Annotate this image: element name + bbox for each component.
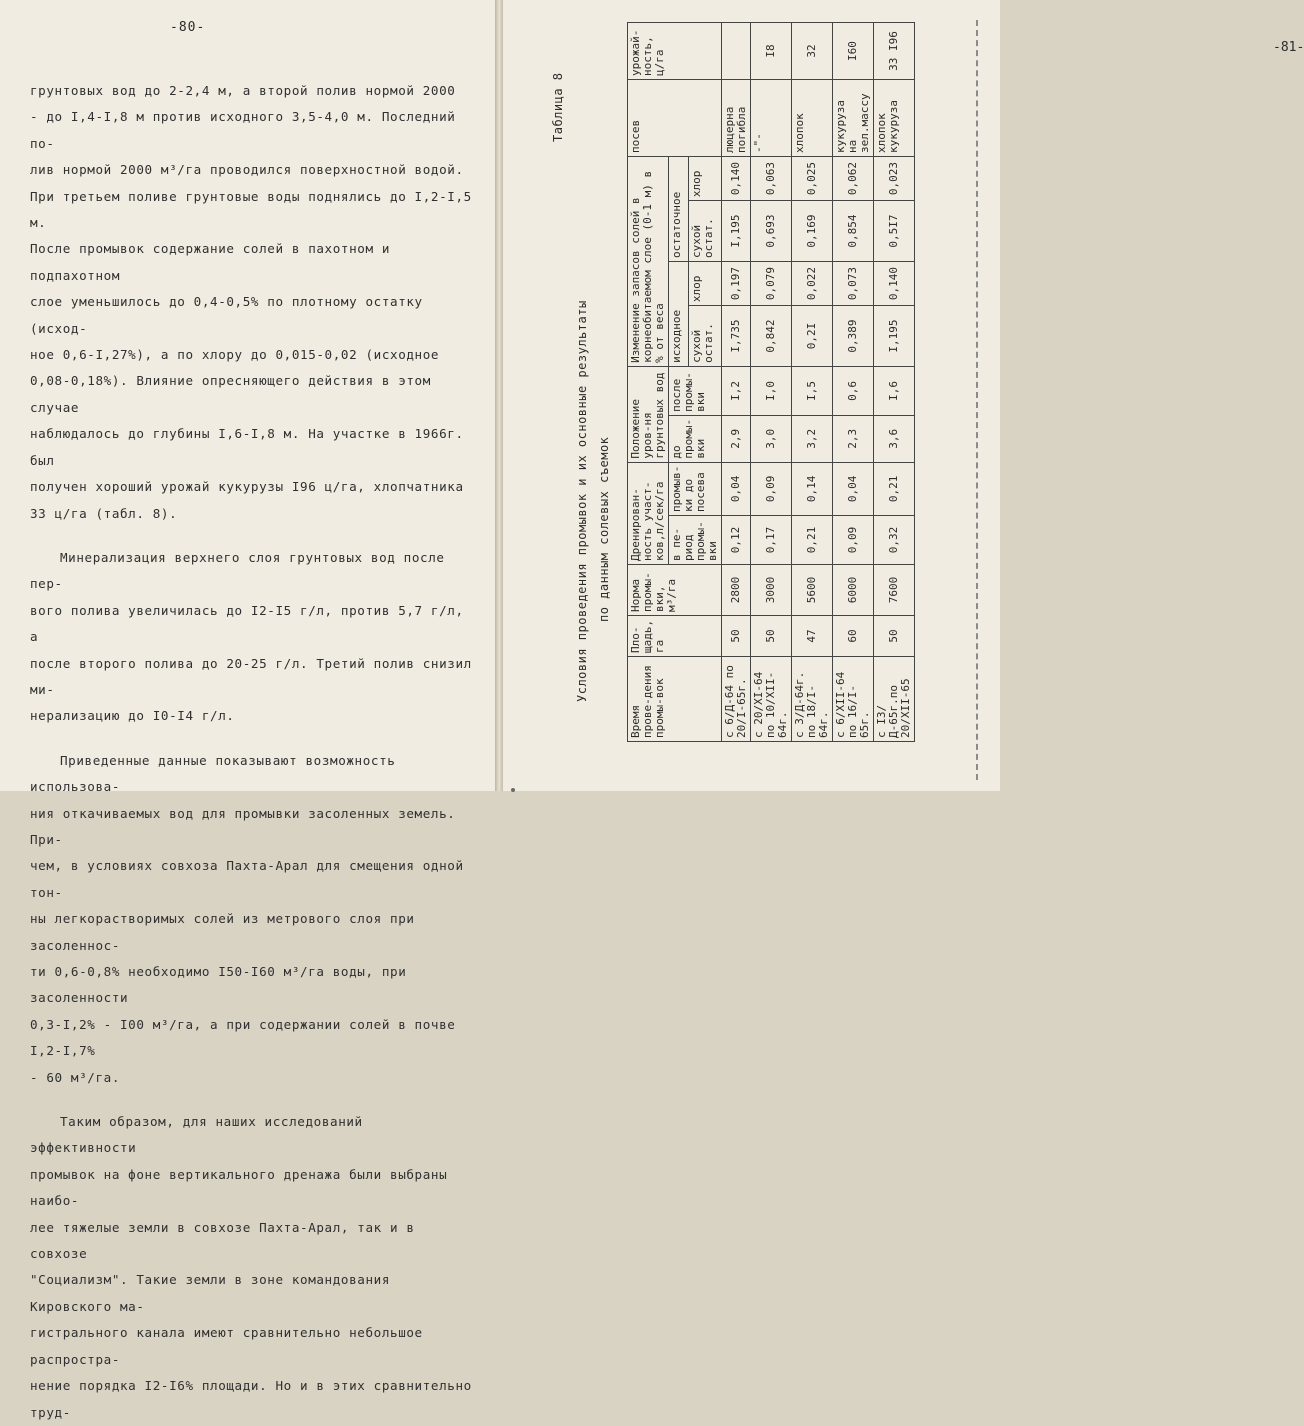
text-line: При третьем поливе грунтовые воды поднялись до I,2-I,5 м.: [30, 188, 472, 231]
cell-initial-dry: I,735: [722, 306, 751, 367]
cell-time: с 20/XI-64 по 10/XII-64г.: [751, 657, 792, 742]
text-line: вого полива увеличилась до I2-I5 г/л, против 5,7 г/л, а: [30, 602, 464, 645]
cell-time: с 3/Д-64г. по 18/I-64г.: [792, 657, 833, 742]
cell-drain-period: 0,32: [874, 516, 915, 565]
header-area: Пло-щадь, га: [628, 616, 722, 657]
table-row: [792, 23, 833, 742]
cell-residual-dry: I,195: [722, 201, 751, 262]
header-salts: Изменение запасов солей в корнеобитаемом слое (0-1 м) в % от веса: [628, 157, 669, 367]
text-line: После промывок содержание солей в пахотном и подпахотном: [30, 241, 391, 283]
cell-yield: 32: [792, 23, 833, 80]
book-gutter: [495, 0, 503, 791]
cell-gw-before: 2,3: [833, 415, 874, 462]
cell-gw-after: I,0: [751, 366, 792, 415]
text-line: - до I,4-I,8 м против исходного 3,5-4,0 м. Последний по-: [30, 109, 456, 151]
text-line: "Социализм". Такие земли в зоне командования Кировского ма-: [30, 1272, 391, 1314]
cell-crop: люцерна погибла: [722, 80, 751, 157]
header-initial: исходное: [669, 261, 689, 366]
cell-drain-period: 0,12: [722, 516, 751, 565]
cell-area: 50: [751, 616, 792, 657]
header-gw-after: после промы-вки: [669, 366, 722, 415]
text-line: грунтовых вод до 2-2,4 м, а второй полив нормой 2000: [30, 83, 456, 98]
cell-drain-period: 0,17: [751, 516, 792, 565]
cell-initial-cl: 0,197: [722, 261, 751, 305]
cell-area: 60: [833, 616, 874, 657]
text-line: чем, в условиях совхоза Пахта-Арал для смещения одной тон-: [30, 858, 464, 900]
text-line: промывок на фоне вертикального дренажа были выбраны наибо-: [30, 1166, 448, 1209]
cell-initial-cl: 0,073: [833, 261, 874, 305]
cell-yield: 33 I96: [874, 23, 915, 80]
text-line: лее тяжелые земли в совхозе Пахта-Арал, так и в совхозе: [30, 1219, 415, 1262]
cell-crop: хлопок кукуруза: [874, 80, 915, 157]
header-dry-2: сухой остат.: [688, 201, 721, 262]
cell-crop: кукуруза на зел.массу: [833, 80, 874, 157]
cell-residual-dry: 0,693: [751, 201, 792, 262]
header-dry-1: сухой остат.: [688, 306, 721, 367]
cell-gw-after: I,6: [874, 366, 915, 415]
header-yield: урожай-ность, ц/га: [628, 23, 722, 80]
header-drainage: Дренирован-ность участ-ков,л/сек/га: [628, 462, 669, 564]
cell-residual-cl: 0,025: [792, 157, 833, 201]
cell-yield: I8: [751, 23, 792, 80]
text-line: получен хороший урожай кукурузы I96 ц/га, хлопчатника: [30, 479, 464, 495]
cell-time: с 6/XII-64 по 16/I-65г.: [833, 657, 874, 742]
table-row: [833, 23, 874, 742]
header-norm: Норма промы-вки, м³/га: [628, 565, 722, 616]
cell-initial-dry: I,195: [874, 306, 915, 367]
text-line: после второго полива до 20-25 г/л. Третий полив снизил ми-: [30, 655, 472, 697]
cell-initial-cl: 0,079: [751, 261, 792, 305]
table-subtitle: по данным солевых съемок: [597, 436, 611, 622]
text-line: 0,08-0,18%). Влияние опресняющего действия в этом случае: [30, 373, 431, 415]
cell-gw-before: 2,9: [722, 415, 751, 462]
cell-area: 47: [792, 616, 833, 657]
header-groundwater: Положение уров-ня грунтовых вод: [628, 366, 669, 462]
cell-initial-cl: 0,140: [874, 261, 915, 305]
text-line: - 60 м³/га.: [30, 1069, 121, 1085]
table-title: Условия проведения промывок и их основные результаты: [575, 300, 589, 702]
text-line: 0,3-I,2% - I00 м³/га, а при содержании солей в почве I,2-I,7%: [30, 1016, 456, 1059]
cell-residual-dry: 0,5I7: [874, 201, 915, 262]
cell-yield: [722, 23, 751, 80]
header-crop: посев: [628, 80, 722, 157]
cell-drain-period: 0,21: [792, 516, 833, 565]
cell-initial-dry: 0,2I: [792, 306, 833, 367]
cell-drain-period: 0,09: [833, 516, 874, 565]
cell-drain-before: 0,04: [833, 462, 874, 515]
text-line: Минерализация верхнего слоя грунтовых вод после пер-: [30, 549, 445, 592]
cell-residual-cl: 0,140: [722, 157, 751, 201]
cell-gw-before: 3,2: [792, 415, 833, 462]
cell-norm: 5600: [792, 565, 833, 616]
text-line: ное 0,6-I,27%), а по хлору до 0,015-0,02 (исходное: [30, 347, 440, 363]
text-line: нение порядка I2-I6% площади. Но и в этих сравнительно труд-: [30, 1378, 472, 1420]
text-line: Таким образом, для наших исследований эффективности: [30, 1114, 363, 1156]
left-page-text: [30, 78, 475, 1426]
cell-drain-before: 0,21: [874, 462, 915, 515]
cell-area: 50: [874, 616, 915, 657]
text-line: 33 ц/га (табл. 8).: [30, 505, 178, 521]
text-line: лив нормой 2000 м³/га проводился поверхностной водой.: [30, 162, 464, 178]
text-line: нерализацию до I0-I4 г/л.: [30, 708, 235, 724]
cell-norm: 2800: [722, 565, 751, 616]
binding-hole: [511, 788, 515, 792]
cell-yield: I60: [833, 23, 874, 80]
cell-residual-cl: 0,063: [751, 157, 792, 201]
cell-initial-dry: 0,389: [833, 306, 874, 367]
cell-crop: хлопок: [792, 80, 833, 157]
cell-residual-dry: 0,854: [833, 201, 874, 262]
text-line: ны легкорастворимых солей из метрового слоя при засоленнос-: [30, 911, 415, 953]
text-line: наблюдалось до глубины I,6-I,8 м. На участке в 1966г. был: [30, 426, 464, 468]
table-row: [874, 23, 915, 742]
left-page: [0, 0, 495, 1420]
cell-residual-dry: 0,169: [792, 201, 833, 262]
cell-crop: -"-: [751, 80, 792, 157]
right-page: [503, 0, 1304, 791]
cell-drain-before: 0,09: [751, 462, 792, 515]
text-line: гистрального канала имеют сравнительно небольшое распростра-: [30, 1325, 423, 1367]
text-line: Приведенные данные показывают возможность использова-: [30, 752, 396, 795]
cell-drain-before: 0,04: [722, 462, 751, 515]
text-line: слое уменьшилось до 0,4-0,5% по плотному остатку (исход-: [30, 294, 423, 336]
left-page-number: -80-: [170, 20, 206, 35]
cell-gw-after: I,2: [722, 366, 751, 415]
rotated-table-content: [551, 22, 967, 742]
perforation-line: [976, 20, 978, 780]
results-table: [627, 22, 915, 742]
cell-gw-after: 0,6: [833, 366, 874, 415]
cell-norm: 3000: [751, 565, 792, 616]
header-drain-period: в пе-риод промы-вки: [669, 516, 722, 565]
text-line: ния откачиваемых вод для промывки засоленных земель. При-: [30, 805, 456, 847]
cell-residual-cl: 0,062: [833, 157, 874, 201]
header-drain-before: промыв-ки до посева: [669, 462, 722, 515]
table-row: [722, 23, 751, 742]
table-label: Таблица 8: [551, 72, 565, 142]
cell-norm: 6000: [833, 565, 874, 616]
header-gw-before: до промы-вки: [669, 415, 722, 462]
header-cl-1: хлор: [688, 261, 721, 305]
table-row: [751, 23, 792, 742]
right-page-number: -81-: [1273, 40, 1304, 55]
cell-residual-cl: 0,023: [874, 157, 915, 201]
cell-gw-before: 3,6: [874, 415, 915, 462]
cell-norm: 7600: [874, 565, 915, 616]
cell-gw-before: 3,0: [751, 415, 792, 462]
text-line: ти 0,6-0,8% необходимо I50-I60 м³/га воды, при засоленности: [30, 964, 407, 1006]
header-cl-2: хлор: [688, 157, 721, 201]
header-residual: остаточное: [669, 157, 689, 262]
cell-time: с I3/Д-65г.по 20/XII-65: [874, 657, 915, 742]
cell-gw-after: I,5: [792, 366, 833, 415]
cell-drain-before: 0,14: [792, 462, 833, 515]
cell-initial-dry: 0,842: [751, 306, 792, 367]
cell-initial-cl: 0,022: [792, 261, 833, 305]
cell-area: 50: [722, 616, 751, 657]
table-header-row: [628, 23, 669, 742]
header-time: Время прове-дения промы-вок: [628, 657, 722, 742]
cell-time: с 6/Д-64 по 20/I-65г.: [722, 657, 751, 742]
